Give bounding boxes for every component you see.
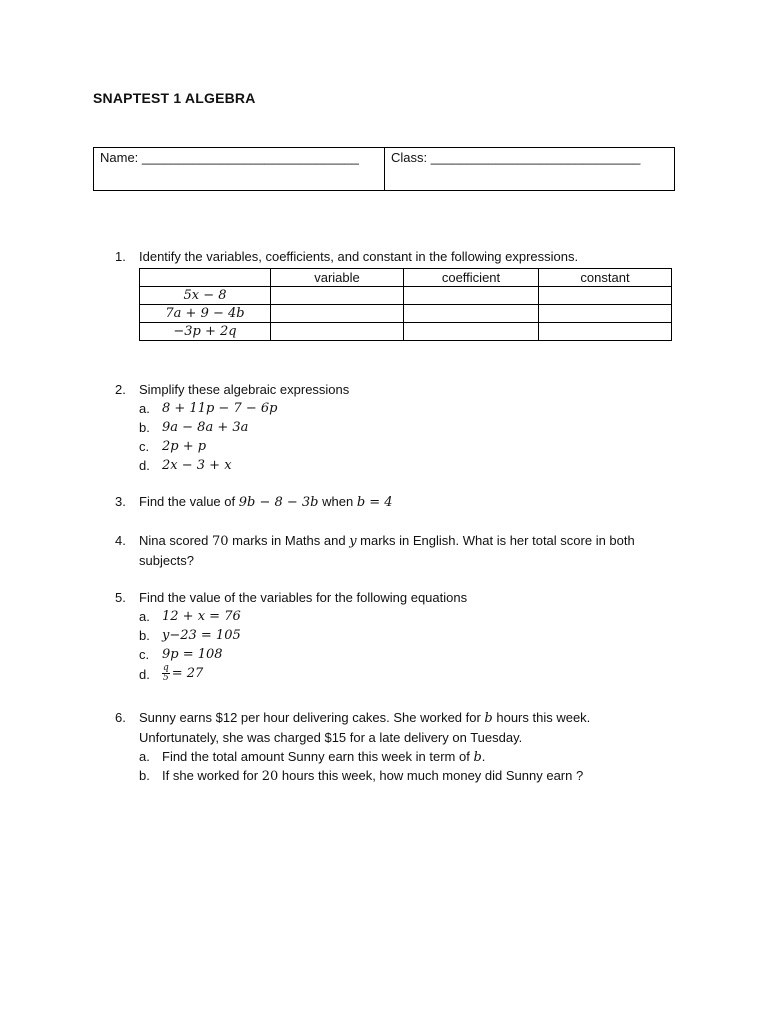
question-6 — [115, 708, 655, 785]
table-row — [140, 287, 672, 305]
variable: b — [473, 750, 482, 765]
text-part: . — [481, 749, 486, 764]
sub-question — [139, 645, 655, 664]
student-info-box — [93, 147, 675, 191]
equation: 9p = 108 — [162, 647, 223, 662]
expression-cell: −3p + 2q — [140, 323, 271, 341]
sub-question — [139, 747, 655, 766]
fraction-numerator: q — [163, 663, 169, 673]
sub-letter: a. — [139, 401, 150, 416]
page-title: SNAPTEST 1 ALGEBRA — [93, 90, 256, 106]
sub-letter: a. — [139, 749, 150, 764]
fraction-denominator: 5 — [163, 673, 169, 683]
answer-cell[interactable] — [539, 305, 672, 323]
class-field[interactable]: Class: _____________________________ — [391, 150, 641, 165]
equation: y−23 = 105 — [162, 628, 241, 643]
number: 70 — [211, 534, 229, 549]
question-text — [139, 492, 655, 512]
sub-question — [139, 456, 655, 475]
sub-question — [139, 437, 655, 456]
expression-cell: 7a + 9 − 4b — [140, 305, 271, 323]
answer-cell[interactable] — [404, 305, 539, 323]
text-part: marks in Maths and — [228, 533, 350, 548]
question-text: Find the value of the variables for the following equations — [139, 590, 468, 605]
sub-letter: c. — [139, 439, 150, 454]
sub-question-text — [162, 766, 583, 786]
text-part: hours this week, how much money did Sunny earn ? — [278, 768, 584, 783]
sub-question — [139, 418, 655, 437]
question-number: 5. — [115, 590, 126, 605]
sub-letter: d. — [139, 458, 150, 473]
text-part: Find the total amount Sunny earn this week in term of — [162, 749, 474, 764]
text-part: Find the value of — [139, 494, 239, 509]
question-1 — [115, 247, 655, 266]
equation-rest: = 27 — [171, 666, 204, 681]
question-text — [139, 531, 655, 570]
text-part: when — [318, 494, 357, 509]
text-part: Sunny earns $12 per hour delivering cakes. She worked for — [139, 710, 485, 725]
table-header: constant — [539, 269, 672, 287]
question-3 — [115, 492, 655, 512]
sub-letter: a. — [139, 609, 150, 624]
question-number: 2. — [115, 382, 126, 397]
text-part: If she worked for — [162, 768, 262, 783]
equation — [162, 664, 203, 683]
answer-cell[interactable] — [271, 323, 404, 341]
variable: b — [484, 711, 493, 726]
variable: y — [349, 534, 357, 549]
sub-question — [139, 766, 655, 785]
answer-cell[interactable] — [404, 323, 539, 341]
question-number: 6. — [115, 710, 126, 725]
question-4 — [115, 531, 655, 570]
expression: 2x − 3 + x — [162, 458, 232, 473]
sub-letter: b. — [139, 768, 150, 783]
sub-question — [139, 626, 655, 645]
sub-letter: c. — [139, 647, 150, 662]
expression-cell: 5x − 8 — [140, 287, 271, 305]
answer-cell[interactable] — [271, 287, 404, 305]
question-number: 3. — [115, 494, 126, 509]
answer-cell[interactable] — [539, 323, 672, 341]
text-part: marks in English. What is her total score in both subjects? — [139, 533, 635, 568]
question-number: 4. — [115, 533, 126, 548]
question-text — [139, 708, 655, 747]
answer-cell[interactable] — [404, 287, 539, 305]
sub-question — [139, 399, 655, 418]
sub-question-text — [162, 747, 485, 767]
table-header — [140, 269, 271, 287]
sub-question — [139, 607, 655, 626]
expression: 2p + p — [162, 439, 207, 454]
expression: b = 4 — [356, 495, 393, 510]
sub-letter: b. — [139, 420, 150, 435]
table-header: variable — [271, 269, 404, 287]
sub-question — [139, 664, 655, 685]
sub-letter: d. — [139, 667, 150, 682]
text-part: Nina scored — [139, 533, 212, 548]
question-text: Identify the variables, coefficients, and constant in the following expressions. — [139, 249, 579, 264]
answer-cell[interactable] — [271, 305, 404, 323]
question-5 — [115, 588, 655, 685]
sub-letter: b. — [139, 628, 150, 643]
expression: 9a − 8a + 3a — [162, 420, 249, 435]
table-header-row — [140, 269, 672, 287]
table-header: coefficient — [404, 269, 539, 287]
table-row — [140, 323, 672, 341]
expression: 9b − 8 − 3b — [238, 495, 319, 510]
expression: 8 + 11p − 7 − 6p — [162, 401, 278, 416]
question-text: Simplify these algebraic expressions — [139, 382, 350, 397]
answer-cell[interactable] — [539, 287, 672, 305]
table-row — [140, 305, 672, 323]
question-number: 1. — [115, 249, 126, 264]
text-part: hours this week. Unfortunately, she was charged $15 for a late delivery on Tuesday. — [139, 710, 591, 745]
fraction — [162, 664, 170, 683]
number: 20 — [261, 769, 279, 784]
expression-table — [139, 268, 672, 341]
question-2 — [115, 380, 655, 475]
name-field[interactable]: Name: ______________________________ — [94, 148, 385, 190]
equation: 12 + x = 76 — [162, 609, 241, 624]
